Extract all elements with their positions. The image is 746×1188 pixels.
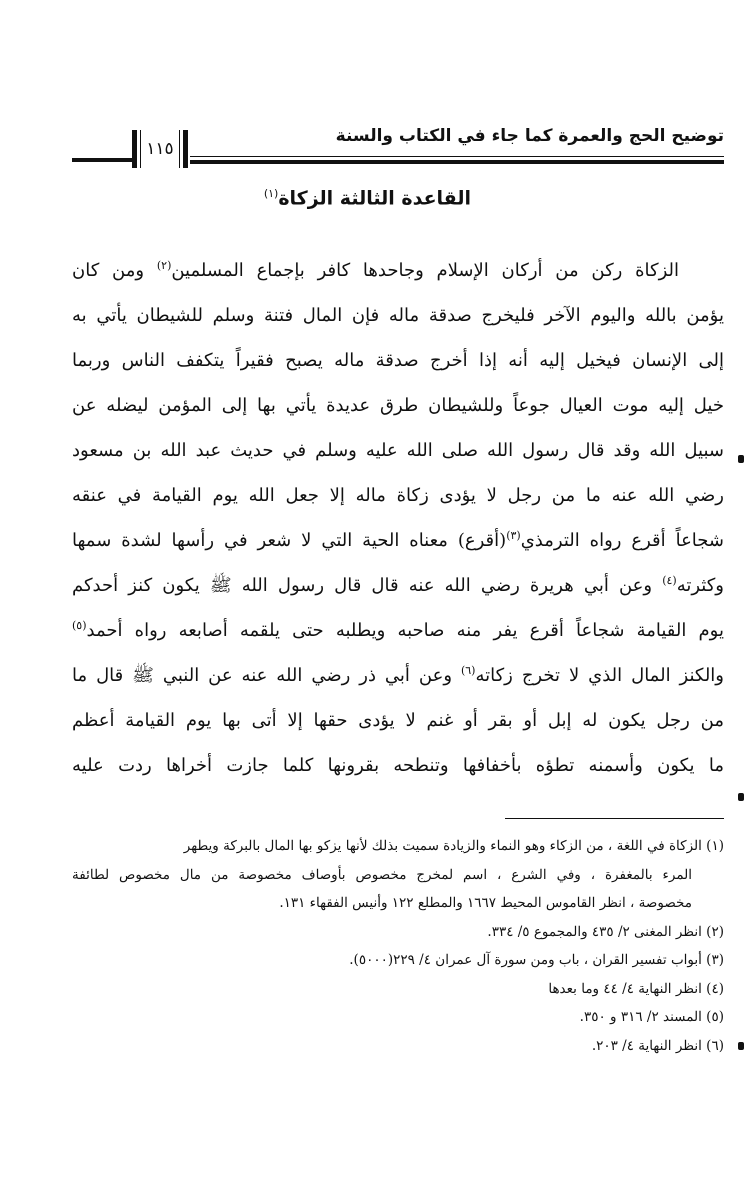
footnote-divider	[505, 818, 724, 819]
page-edge-mark	[738, 455, 744, 463]
line-text: سبيل الله وقد قال رسول الله صلى الله عليه وسلم في حديث عبد الله بن مسعود	[72, 440, 724, 461]
line-text-after: وعن أبي ذر رضي الله عنه عن النبي ﷺ قال ما	[72, 665, 461, 686]
body-line-6	[72, 473, 724, 518]
page-number-frame	[132, 130, 188, 168]
footnote-marker: (٢)	[156, 259, 172, 272]
page-number: ١١٥	[140, 130, 180, 168]
body-line-2	[72, 293, 724, 338]
body-line-9	[72, 608, 724, 653]
line-text-after: وعن أبي هريرة رضي الله عنه قال قال رسول الله ﷺ يكون كنز أحدكم	[72, 575, 663, 596]
body-line-1	[72, 248, 724, 293]
footnote-1-end: مخصوصة ، انظر القاموس المحيط ١٦٦٧ والمطلع ١٢٢ وأنيس الفقهاء ١٣١.	[279, 895, 692, 911]
footnotes	[72, 832, 724, 1060]
line-text: خيل إليه موت العيال جوعاً وللشيطان طرق عديدة يأتي بها إلى المؤمن ليضله عن	[72, 395, 724, 416]
running-title: توضيح الحج والعمرة كما جاء في الكتاب والسنة	[335, 126, 724, 146]
footnote-marker: (٣)	[506, 529, 521, 542]
line-text: إلى الإنسان فيخيل إليه أنه إذا أخرج صدقة ماله يصبح فقيراً يتكفف الناس وربما	[72, 350, 724, 371]
header-rule-thin	[190, 156, 724, 157]
body-line-5	[72, 428, 724, 473]
footnote-3: (٣) أبواب تفسير القران ، باب ومن سورة آل عمران ٤/ ٢٢٩(٥٠٠٠).	[349, 952, 724, 968]
header-rule-left	[72, 158, 132, 162]
body-line-7	[72, 518, 724, 563]
body-line-12	[72, 743, 724, 788]
footnote-2: (٢) انظر المغنى ٢/ ٤٣٥ والمجموع ٥/ ٣٣٤.	[487, 923, 724, 940]
line-text: شجاعاً أقرع رواه الترمذي	[520, 530, 724, 551]
line-text: والكنز المال الذي لا تخرج زكاته	[475, 665, 724, 686]
page-header	[72, 122, 724, 174]
section-title-note: (١)	[263, 187, 279, 200]
line-text: يؤمن بالله واليوم الآخر فليخرج صدقة ماله فإن المال فتنة وسلم للشيطان يأتي به	[72, 305, 724, 326]
footnote-4: (٤) انظر النهاية ٤/ ٤٤ وما بعدها	[548, 980, 724, 997]
footnote-1-continued: المرء بالمغفرة ، وفي الشرع ، اسم لمخرج مخصوص بأوصاف مخصوصة من مال مخصوص لطائفة	[72, 866, 692, 883]
line-text: من رجل يكون له إبل أو بقر أو غنم لا يؤدى حقها إلا أتى بها يوم القيامة أعظم	[72, 710, 724, 731]
footnote-marker: (٦)	[460, 664, 476, 677]
body-line-8	[72, 563, 724, 608]
body-line-11	[72, 698, 724, 743]
page-edge-mark	[738, 793, 744, 801]
line-text-after: (أقرع) معناه الحية التي لا شعر في رأسها لشدة سمها	[72, 530, 507, 551]
footnote-5: (٥) المسند ٢/ ٣١٦ و ٣٥٠.	[579, 1009, 724, 1025]
footnote-marker: (٥)	[72, 619, 87, 632]
header-rule-thick	[190, 160, 724, 164]
section-title	[264, 187, 471, 209]
line-text: ما يكون وأسمنه تطؤه بأخفافها وتنطحه بقرونها كلما جازت أخراها ردت عليه	[72, 755, 724, 776]
section-title-text: القاعدة الثالثة الزكاة	[278, 187, 471, 210]
line-text: وكثرته	[676, 575, 724, 596]
line-text-after: ومن كان	[72, 260, 157, 281]
footnote-6: (٦) انظر النهاية ٤/ ٢٠٣.	[591, 1037, 724, 1054]
body-text	[72, 248, 724, 788]
body-line-3	[72, 338, 724, 383]
line-text: يوم القيامة شجاعاً أقرع يفر منه صاحبه ويطلبه حتى يلقمه أصابعه رواه أحمد	[86, 620, 724, 641]
footnote-1: (١) الزكاة في اللغة ، من الزكاء وهو النماء والزيادة سميت بذلك لأنها يزكو بها المال بالبركة ويطهر	[183, 838, 724, 854]
line-text: الزكاة ركن من أركان الإسلام وجاحدها كافر بإجماع المسلمين	[171, 260, 679, 281]
footnote-marker: (٤)	[662, 574, 677, 587]
body-line-10	[72, 653, 724, 698]
page-edge-mark	[738, 1042, 744, 1050]
line-text: رضي الله عنه ما من رجل لا يؤدى زكاة ماله إلا جعل الله يوم القيامة في عنقه	[72, 485, 724, 506]
body-line-4	[72, 383, 724, 428]
